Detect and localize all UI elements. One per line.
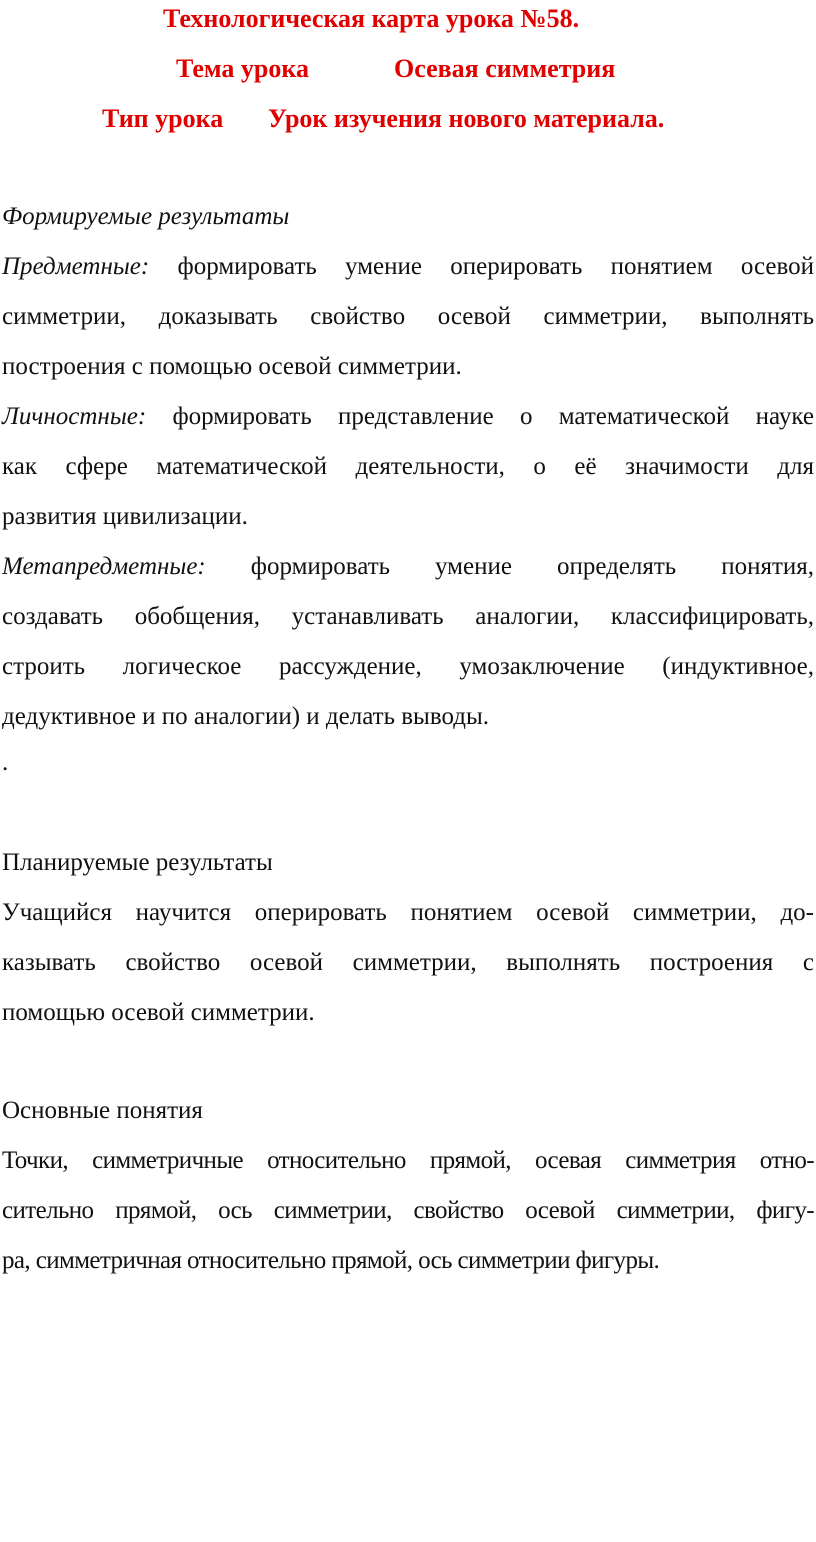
subject-label: Предметные: [2,253,150,280]
subject-results [2,242,814,392]
meta-label: Метапредметные: [2,553,206,580]
meta-results-line: дедуктивное и по аналогии) и делать выводы. [2,703,489,730]
subject-results-line [2,242,814,292]
topic-value: Осевая симметрия [394,54,616,83]
subject-text: формировать умение оперировать понятием осевой [177,253,815,280]
meta-text: формировать умение определять понятия, [250,553,814,580]
personal-results-line: развития цивилизации. [2,503,248,530]
planned-results-line: помощью осевой симметрии. [2,999,315,1026]
meta-results-line [2,542,814,592]
lesson-title: Технологическая карта урока №58. [163,4,580,33]
key-concepts-line: сительно прямой, ось симметрии, свойство осевой симметрии, фигу- [2,1197,814,1224]
personal-results-line [2,392,814,442]
planned-results-text [2,888,814,1038]
key-concepts-line: ра, симметричная относительно прямой, ось симметрии фигуры. [2,1247,660,1274]
planned-results-line: казывать свойство осевой симметрии, выполнять построения с [2,949,814,976]
personal-results [2,392,814,542]
personal-text: формировать представление о математической науке [172,403,815,430]
lesson-type-label: Тип урока [102,104,224,133]
lesson-type-value: Урок изучения нового материала. [268,104,665,133]
meta-results-line: создавать обобщения, устанавливать аналогии, классифицировать, [2,603,814,630]
personal-results-line: как сфере математической деятельности, о её значимости для [2,453,814,480]
topic-label: Тема урока [176,54,309,83]
stray-dot: . [2,749,9,776]
key-concepts-heading: Основные понятия [2,1097,203,1124]
planned-results-line: Учащийся научится оперировать понятием осевой симметрии, до- [2,899,814,926]
meta-results [2,542,814,742]
subject-results-line: симметрии, доказывать свойство осевой симметрии, выполнять [2,303,814,330]
meta-results-line: строить логическое рассуждение, умозаключение (индуктивное, [2,653,814,680]
subject-results-line: построения с помощью осевой симметрии. [2,353,462,380]
key-concepts-line: Точки, симметричные относительно прямой, осевая симметрия отно- [2,1147,814,1174]
key-concepts-text [2,1136,814,1286]
formed-results-heading: Формируемые результаты [2,203,290,230]
personal-label: Личностные: [2,403,147,430]
planned-results-heading: Планируемые результаты [2,849,273,876]
